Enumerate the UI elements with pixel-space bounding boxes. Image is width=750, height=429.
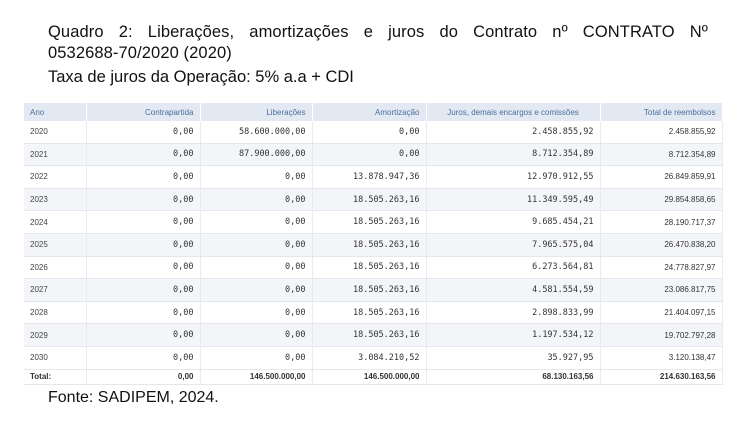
counterpart-cell: 0,00 [86,188,200,211]
disbursement-cell: 0,00 [200,166,312,189]
interest-cell: 1.197.534,12 [426,324,600,347]
total-repayment-cell: 8.712.354,89 [600,143,722,166]
disbursement-cell: 87.900.000,00 [200,143,312,166]
counterpart-cell: 0,00 [86,211,200,234]
title-word: Quadro [48,23,104,41]
title-word: Liberações, [147,23,235,41]
counterpart-cell: 0,00 [86,256,200,279]
counterpart-cell: 0,00 [86,279,200,302]
amortization-cell: 18.505.263,16 [312,233,426,256]
interest-cell: 7.965.575,04 [426,233,600,256]
total-repayment-cell: 26.849.859,91 [600,166,722,189]
amortization-cell: 0,00 [312,121,426,143]
interest-cell: 4.581.554,59 [426,279,600,302]
counterpart-cell: 0,00 [86,166,200,189]
title-word: do [439,23,459,41]
interest-cell: 11.349.595,49 [426,188,600,211]
total-repayment-cell: 19.702.797,28 [600,324,722,347]
amortization-cell: 18.505.263,16 [312,279,426,302]
year-cell: 2023 [24,188,86,211]
table-row [24,256,722,279]
interest-cell: 35.927,95 [426,346,600,369]
disbursement-cell: 0,00 [200,188,312,211]
total-total-repayment-cell: 214.630.163,56 [600,369,722,384]
interest-cell: 6.273.564,81 [426,256,600,279]
table-row [24,121,722,143]
interest-cell: 8.712.354,89 [426,143,600,166]
title-word: Contrato [473,23,538,41]
table-row [24,279,722,302]
disbursement-cell: 0,00 [200,233,312,256]
table-row [24,301,722,324]
interest-cell: 12.970.912,55 [426,166,600,189]
amortization-cell: 18.505.263,16 [312,301,426,324]
table-row [24,143,722,166]
disbursement-cell: 0,00 [200,256,312,279]
title-word: e [363,23,373,41]
disbursement-cell: 0,00 [200,279,312,302]
amortization-cell: 0,00 [312,143,426,166]
total-repayment-cell: 23.086.817,75 [600,279,722,302]
year-cell: 2026 [24,256,86,279]
disbursement-cell: 0,00 [200,301,312,324]
total-disbursement-cell: 146.500.000,00 [200,369,312,384]
table-row [24,233,722,256]
table-header-row [24,103,722,121]
disbursement-cell: 0,00 [200,211,312,234]
header-disbursements: Liberações [200,103,312,121]
total-repayment-cell: 24.778.827,97 [600,256,722,279]
header-total-repayments: Total de reembolsos [600,103,722,121]
title-word: CONTRATO [582,23,675,41]
year-cell: 2027 [24,279,86,302]
total-amortization-cell: 146.500.000,00 [312,369,426,384]
amortization-cell: 18.505.263,16 [312,211,426,234]
total-repayment-cell: 26.470.838,20 [600,233,722,256]
interest-cell: 9.685.454,21 [426,211,600,234]
year-cell: 2024 [24,211,86,234]
title-word: 2: [118,23,133,41]
header-year: Ano [24,103,86,121]
year-cell: 2020 [24,121,86,143]
disbursement-cell: 58.600.000,00 [200,121,312,143]
year-cell: 2025 [24,233,86,256]
amortization-cell: 13.878.947,36 [312,166,426,189]
counterpart-cell: 0,00 [86,121,200,143]
header-amortization: Amortização [312,103,426,121]
interest-cell: 2.898.833,99 [426,301,600,324]
title-word: juros [388,23,425,41]
header-counterpart: Contrapartida [86,103,200,121]
counterpart-cell: 0,00 [86,143,200,166]
total-repayment-cell: 29.854.858,65 [600,188,722,211]
year-cell: 2021 [24,143,86,166]
table-total-row [24,369,722,384]
title-word: Nº [689,23,708,41]
title-line-1 [48,22,708,43]
disbursement-cell: 0,00 [200,346,312,369]
header-interest: Juros, demais encargos e comissões [426,103,600,121]
counterpart-cell: 0,00 [86,233,200,256]
title-line-2: 0532688-70/2020 (2020) [48,44,232,62]
disbursement-cell: 0,00 [200,324,312,347]
total-repayment-cell: 21.404.097,15 [600,301,722,324]
document-title [48,22,708,64]
amortization-cell: 3.084.210,52 [312,346,426,369]
table-row [24,211,722,234]
title-word: nº [552,23,568,41]
amortization-cell: 18.505.263,16 [312,188,426,211]
counterpart-cell: 0,00 [86,301,200,324]
table-row [24,188,722,211]
disbursements-table [24,103,723,385]
amortization-cell: 18.505.263,16 [312,256,426,279]
total-repayment-cell: 28.190.717,37 [600,211,722,234]
year-cell: 2028 [24,301,86,324]
table-row [24,346,722,369]
amortization-cell: 18.505.263,16 [312,324,426,347]
table-row [24,166,722,189]
total-counterpart-cell: 0,00 [86,369,200,384]
counterpart-cell: 0,00 [86,346,200,369]
total-label: Total: [24,369,86,384]
total-repayment-cell: 2.458.855,92 [600,121,722,143]
counterpart-cell: 0,00 [86,324,200,347]
interest-rate-text: Taxa de juros da Operação: 5% a.a + CDI [48,68,354,86]
title-word: amortizações [249,23,349,41]
interest-cell: 2.458.855,92 [426,121,600,143]
year-cell: 2022 [24,166,86,189]
table-row [24,324,722,347]
year-cell: 2029 [24,324,86,347]
source-note: Fonte: SADIPEM, 2024. [48,389,219,406]
year-cell: 2030 [24,346,86,369]
total-interest-cell: 68.130.163,56 [426,369,600,384]
total-repayment-cell: 3.120.138,47 [600,346,722,369]
